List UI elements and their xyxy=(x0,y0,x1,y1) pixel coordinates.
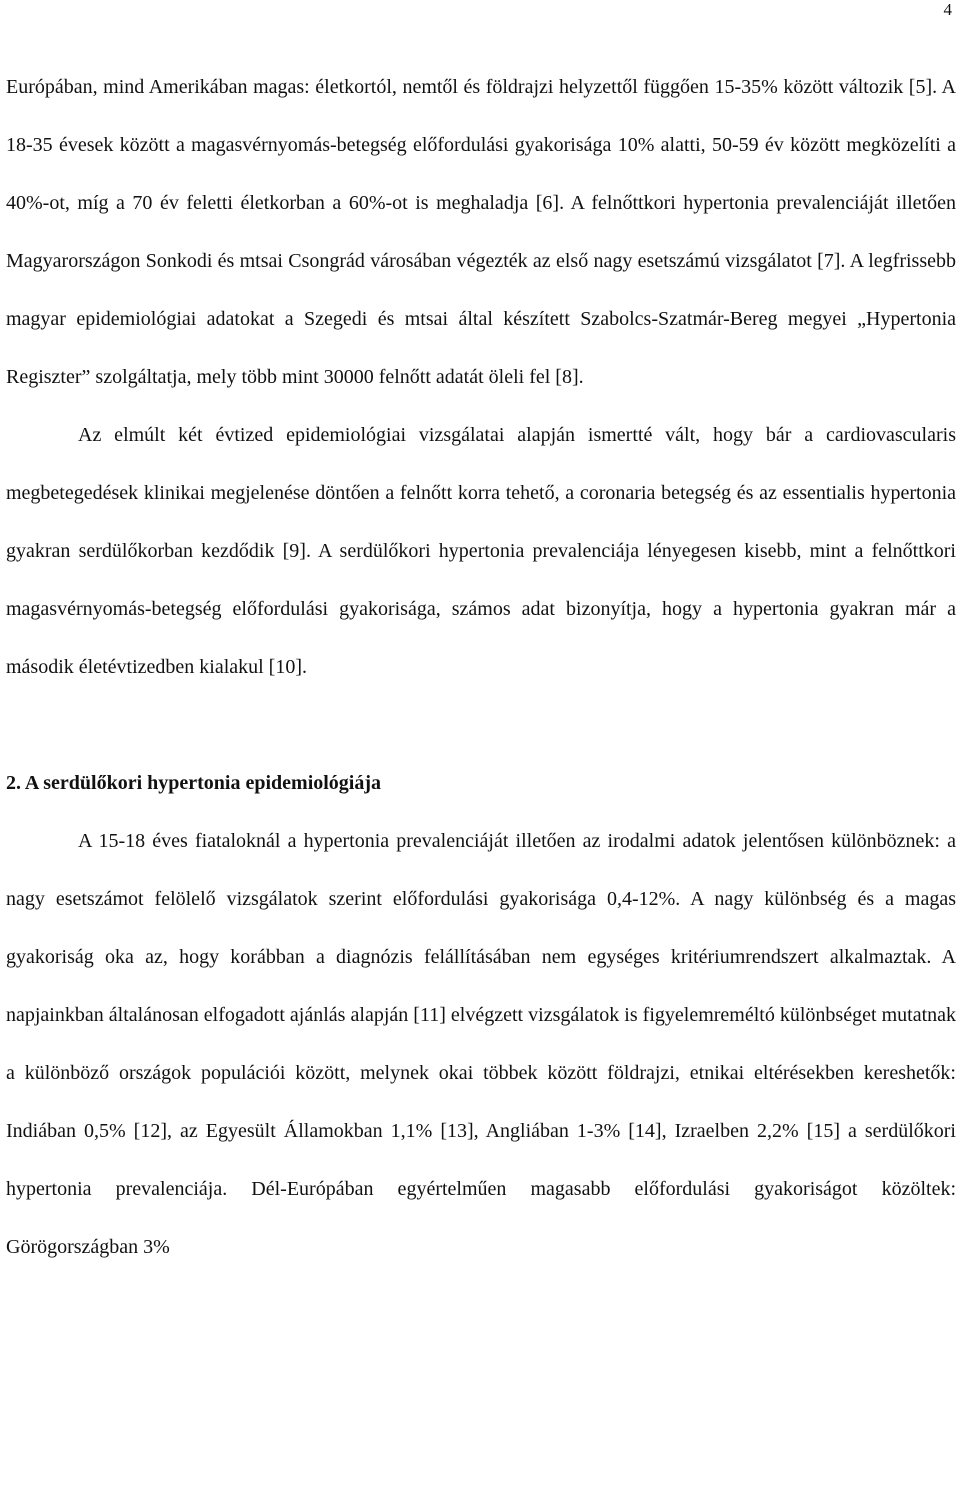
section-spacer xyxy=(6,696,956,754)
paragraph-adolescent-epidemiology: A 15-18 éves fiataloknál a hypertonia prevalenciáját illetően az irodalmi adatok jelentősen különböznek: a nagy esetszámot felölelő vizsgálatok szerint előfordulási gyakorisága 0,4-12%. A nagy különbség és a magas gyakoriság oka az, hogy korábban a diagnózis felállításában nem egységes kritériumrendszert alkalmaztak. A napjainkban általánosan elfogadott ajánlás alapján [11] elvégzett vizsgálatok is figyelemreméltó különbséget mutatnak a különböző országok populációi között, melynek okai többek között földrajzi, etnikai eltérésekben kereshetők: Indiában 0,5% [12], az Egyesült Államokban 1,1% [13], Angliában 1-3% [14], Izraelben 2,2% [15] a serdülőkori hypertonia prevalenciája. Dél-Európában egyértelműen magasabb előfordulási gyakoriságot közöltek: Görögországban 3% xyxy=(6,830,956,1258)
page-number: 4 xyxy=(943,0,952,19)
section-heading: 2. A serdülőkori hypertonia epidemiológiája xyxy=(6,772,382,794)
paragraph-adolescent-onset: Az elmúlt két évtized epidemiológiai vizsgálatai alapján ismertté vált, hogy bár a cardiovascularis megbetegedések klinikai megjelenése döntően a felnőtt korra tehető, a coronaria betegség és az essentialis hypertonia gyakran serdülőkorban kezdődik [9]. A serdülőkori hypertonia prevalenciája lényegesen kisebb, mint a felnőttkori magasvérnyomás-betegség előfordulási gyakorisága, számos adat bizonyítja, hogy a hypertonia gyakran már a második életévtizedben kialakul [10]. xyxy=(6,424,956,678)
paragraph-prevalence-adults: Európában, mind Amerikában magas: életkortól, nemtől és földrajzi helyzettől függően 15-35% között változik [5]. A 18-35 évesek között a magasvérnyomás-betegség előfordulási gyakorisága 10% alatti, 50-59 év között megközelíti a 40%-ot, míg a 70 év feletti életkorban a 60%-ot is meghaladja [6]. A felnőttkori hypertonia prevalenciáját illetően Magyarországon Sonkodi és mtsai Csongrád városában végezték az első nagy esetszámú vizsgálatot [7]. A legfrissebb magyar epidemiológiai adatokat a Szegedi és mtsai által készített Szabolcs-Szatmár-Bereg megyei „Hypertonia Regiszter” szolgáltatja, mely több mint 30000 felnőtt adatát öleli fel [8]. xyxy=(6,76,956,388)
document-body xyxy=(6,58,956,1276)
